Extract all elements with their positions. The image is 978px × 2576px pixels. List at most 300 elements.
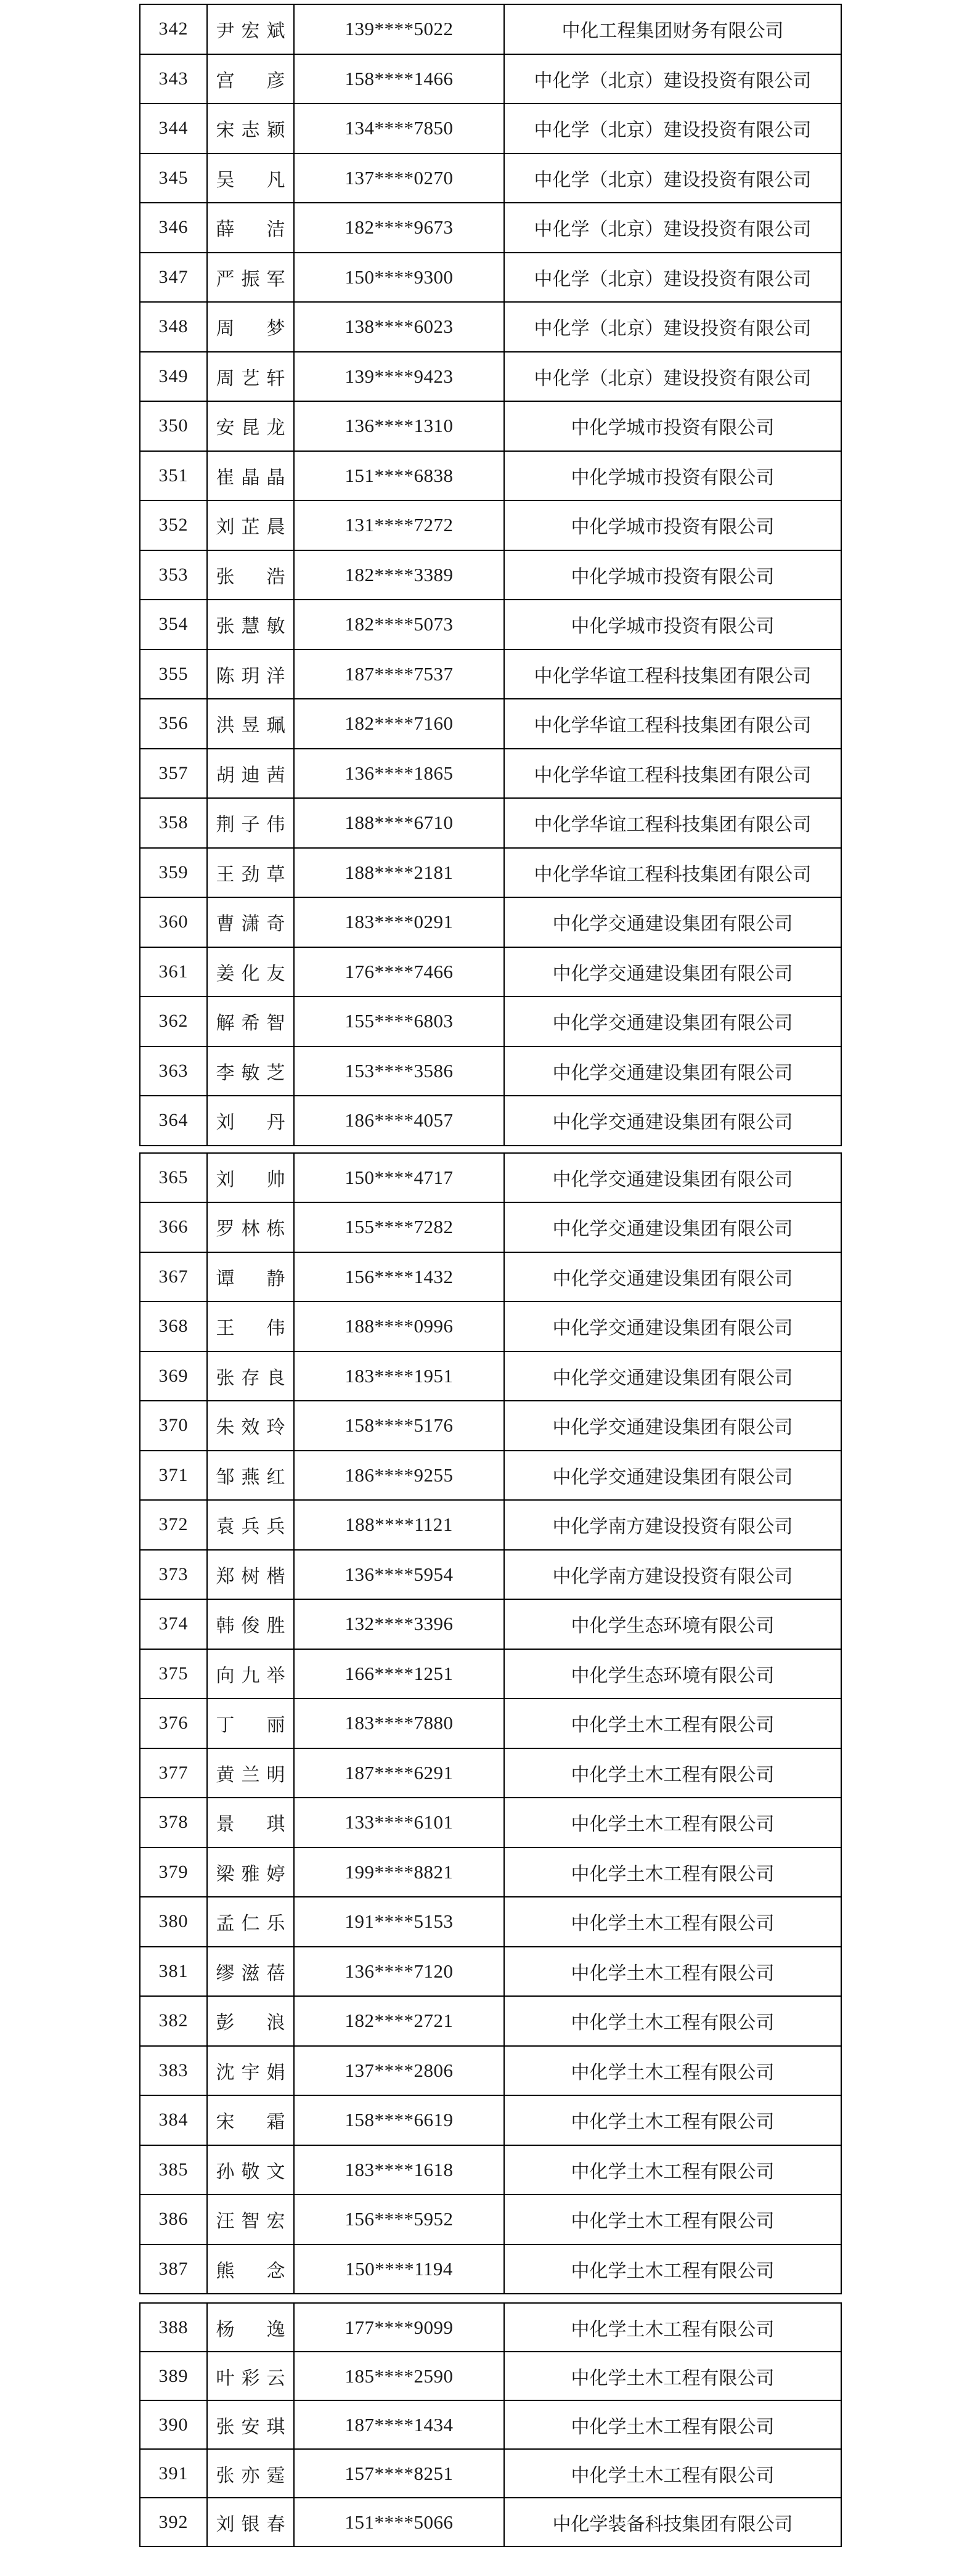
masked-phone: 166****1251 bbox=[344, 1662, 454, 1684]
person-name: 周艺轩 bbox=[216, 368, 285, 389]
row-index-cell bbox=[140, 1096, 207, 1146]
table-row bbox=[140, 500, 841, 550]
row-index: 343 bbox=[158, 68, 189, 89]
name-cell bbox=[207, 749, 294, 799]
name-cell bbox=[207, 1046, 294, 1096]
company-cell bbox=[504, 302, 841, 352]
person-name: 刘银春 bbox=[216, 2514, 285, 2535]
company-name: 中化学交通建设集团有限公司 bbox=[552, 1169, 793, 1190]
roster-tables bbox=[139, 4, 841, 2547]
company-cell bbox=[504, 1252, 841, 1302]
row-index: 368 bbox=[158, 1316, 189, 1337]
company-cell bbox=[504, 1649, 841, 1699]
row-index-cell bbox=[140, 650, 207, 699]
person-name: 刘帅 bbox=[216, 1169, 285, 1190]
row-index-cell bbox=[140, 2046, 207, 2096]
table-row bbox=[140, 2498, 841, 2546]
name-cell bbox=[207, 1996, 294, 2046]
row-index: 356 bbox=[158, 713, 189, 734]
company-name: 中化学土木工程有限公司 bbox=[571, 2319, 775, 2340]
masked-phone: 133****6101 bbox=[344, 1811, 454, 1833]
person-name: 宋霜 bbox=[216, 2112, 285, 2133]
masked-phone: 137****2806 bbox=[344, 2059, 454, 2081]
name-cell bbox=[207, 401, 294, 451]
phone-cell bbox=[294, 650, 504, 699]
phone-cell bbox=[294, 897, 504, 947]
name-cell bbox=[207, 1599, 294, 1649]
person-name: 陈玥洋 bbox=[216, 666, 285, 687]
company-cell bbox=[504, 352, 841, 402]
row-index-cell bbox=[140, 1153, 207, 1203]
row-index: 365 bbox=[158, 1167, 189, 1188]
phone-cell bbox=[294, 1401, 504, 1451]
row-index: 386 bbox=[158, 2209, 189, 2230]
person-name: 宋志颖 bbox=[216, 120, 285, 141]
row-index: 362 bbox=[158, 1011, 189, 1032]
row-index-cell bbox=[140, 1500, 207, 1550]
name-cell bbox=[207, 2400, 294, 2449]
company-name: 中化学土木工程有限公司 bbox=[571, 1914, 775, 1934]
masked-phone: 183****1618 bbox=[344, 2158, 454, 2180]
table-row bbox=[140, 2400, 841, 2449]
company-name: 中化学交通建设集团有限公司 bbox=[552, 1013, 793, 1034]
row-index: 371 bbox=[158, 1464, 189, 1485]
person-name: 叶彩云 bbox=[216, 2368, 285, 2389]
company-name: 中化学华谊工程科技集团有限公司 bbox=[534, 666, 812, 687]
row-index: 352 bbox=[158, 515, 189, 536]
company-name: 中化学土木工程有限公司 bbox=[571, 2013, 775, 2034]
company-cell bbox=[504, 848, 841, 898]
phone-cell bbox=[294, 1252, 504, 1302]
company-cell bbox=[504, 1500, 841, 1550]
masked-phone: 158****1466 bbox=[344, 67, 454, 89]
person-name: 荆子伟 bbox=[216, 815, 285, 836]
masked-phone: 182****2721 bbox=[344, 2010, 454, 2032]
phone-cell bbox=[294, 451, 504, 501]
row-index: 392 bbox=[158, 2511, 189, 2532]
masked-phone: 150****4717 bbox=[344, 1166, 454, 1188]
company-name: 中化学城市投资有限公司 bbox=[571, 517, 775, 538]
company-name: 中化学交通建设集团有限公司 bbox=[552, 1112, 793, 1133]
phone-cell bbox=[294, 2244, 504, 2294]
phone-cell bbox=[294, 2352, 504, 2400]
name-cell bbox=[207, 1550, 294, 1600]
company-cell bbox=[504, 997, 841, 1046]
phone-cell bbox=[294, 302, 504, 352]
person-name: 安昆龙 bbox=[216, 418, 285, 439]
row-index-cell bbox=[140, 1897, 207, 1947]
table-row bbox=[140, 1649, 841, 1699]
company-cell bbox=[504, 1550, 841, 1600]
phone-cell bbox=[294, 1897, 504, 1947]
masked-phone: 186****9255 bbox=[344, 1464, 454, 1486]
table-row bbox=[140, 1153, 841, 1203]
roster-rows-page-3 bbox=[140, 2303, 841, 2546]
phone-cell bbox=[294, 1046, 504, 1096]
row-index-cell bbox=[140, 997, 207, 1046]
company-name: 中化学土木工程有限公司 bbox=[571, 1963, 775, 1984]
company-cell bbox=[504, 798, 841, 848]
phone-cell bbox=[294, 2195, 504, 2244]
row-index: 353 bbox=[158, 564, 189, 585]
company-cell bbox=[504, 104, 841, 153]
company-name: 中化学土木工程有限公司 bbox=[571, 2161, 775, 2182]
phone-cell bbox=[294, 1202, 504, 1252]
company-cell bbox=[504, 2449, 841, 2498]
table-row bbox=[140, 4, 841, 54]
table-row bbox=[140, 451, 841, 501]
name-cell bbox=[207, 302, 294, 352]
company-name: 中化学土木工程有限公司 bbox=[571, 1864, 775, 1885]
company-name: 中化学南方建设投资有限公司 bbox=[552, 1566, 793, 1587]
phone-cell bbox=[294, 401, 504, 451]
row-index-cell bbox=[140, 104, 207, 153]
row-index-cell bbox=[140, 1451, 207, 1501]
masked-phone: 187****1434 bbox=[344, 2413, 454, 2435]
row-index-cell bbox=[140, 2449, 207, 2498]
row-index: 385 bbox=[158, 2159, 189, 2180]
person-name: 解希智 bbox=[216, 1013, 285, 1034]
table-row bbox=[140, 650, 841, 699]
person-name: 吴凡 bbox=[216, 169, 285, 190]
masked-phone: 151****6838 bbox=[344, 464, 454, 486]
company-cell bbox=[504, 1947, 841, 1997]
phone-cell bbox=[294, 2498, 504, 2546]
name-cell bbox=[207, 1096, 294, 1146]
table-row bbox=[140, 1500, 841, 1550]
table-row bbox=[140, 54, 841, 104]
name-cell bbox=[207, 54, 294, 104]
person-name: 汪智宏 bbox=[216, 2211, 285, 2232]
company-cell bbox=[504, 1153, 841, 1203]
table-row bbox=[140, 1401, 841, 1451]
masked-phone: 176****7466 bbox=[344, 960, 454, 982]
phone-cell bbox=[294, 1947, 504, 1997]
row-index: 359 bbox=[158, 862, 189, 882]
name-cell bbox=[207, 947, 294, 997]
row-index-cell bbox=[140, 203, 207, 253]
row-index: 366 bbox=[158, 1217, 189, 1237]
table-row bbox=[140, 1550, 841, 1600]
masked-phone: 191****5153 bbox=[344, 1910, 454, 1933]
company-cell bbox=[504, 2195, 841, 2244]
company-name: 中化学交通建设集团有限公司 bbox=[552, 1062, 793, 1083]
row-index: 351 bbox=[158, 465, 189, 486]
row-index-cell bbox=[140, 451, 207, 501]
name-cell bbox=[207, 798, 294, 848]
company-cell bbox=[504, 1351, 841, 1401]
masked-phone: 131****7272 bbox=[344, 514, 454, 536]
row-index-cell bbox=[140, 1401, 207, 1451]
name-cell bbox=[207, 2195, 294, 2244]
row-index: 347 bbox=[158, 266, 189, 287]
phone-cell bbox=[294, 4, 504, 54]
row-index: 381 bbox=[158, 1960, 189, 1981]
name-cell bbox=[207, 600, 294, 650]
person-name: 黄兰明 bbox=[216, 1764, 285, 1785]
company-cell bbox=[504, 54, 841, 104]
person-name: 孙敬文 bbox=[216, 2161, 285, 2182]
phone-cell bbox=[294, 1748, 504, 1798]
phone-cell bbox=[294, 1550, 504, 1600]
row-index-cell bbox=[140, 1351, 207, 1401]
phone-cell bbox=[294, 699, 504, 749]
company-name: 中化学土木工程有限公司 bbox=[571, 2416, 775, 2437]
table-row bbox=[140, 947, 841, 997]
row-index: 355 bbox=[158, 663, 189, 684]
name-cell bbox=[207, 1649, 294, 1699]
company-cell bbox=[504, 253, 841, 303]
table-row bbox=[140, 600, 841, 650]
company-cell bbox=[504, 699, 841, 749]
row-index: 384 bbox=[158, 2109, 189, 2130]
company-cell bbox=[504, 1451, 841, 1501]
row-index-cell bbox=[140, 550, 207, 600]
table-row bbox=[140, 104, 841, 153]
company-cell bbox=[504, 2145, 841, 2195]
masked-phone: 199****8821 bbox=[344, 1861, 454, 1883]
person-name: 杨逸 bbox=[216, 2319, 285, 2340]
row-index: 354 bbox=[158, 614, 189, 635]
name-cell bbox=[207, 2352, 294, 2400]
table-row bbox=[140, 2449, 841, 2498]
person-name: 丁丽 bbox=[216, 1715, 285, 1736]
phone-cell bbox=[294, 1500, 504, 1550]
name-cell bbox=[207, 897, 294, 947]
row-index: 378 bbox=[158, 1812, 189, 1833]
table-row bbox=[140, 1046, 841, 1096]
row-index-cell bbox=[140, 2145, 207, 2195]
masked-phone: 182****9673 bbox=[344, 216, 454, 238]
table-row bbox=[140, 1096, 841, 1146]
row-index: 383 bbox=[158, 2060, 189, 2081]
company-cell bbox=[504, 2046, 841, 2096]
table-row bbox=[140, 1351, 841, 1401]
company-cell bbox=[504, 1096, 841, 1146]
company-cell bbox=[504, 451, 841, 501]
table-row bbox=[140, 1947, 841, 1997]
row-index-cell bbox=[140, 1046, 207, 1096]
table-row bbox=[140, 2145, 841, 2195]
table-row bbox=[140, 1451, 841, 1501]
row-index-cell bbox=[140, 848, 207, 898]
name-cell bbox=[207, 1202, 294, 1252]
masked-phone: 139****9423 bbox=[344, 365, 454, 387]
company-name: 中化学华谊工程科技集团有限公司 bbox=[534, 715, 812, 736]
row-index-cell bbox=[140, 1996, 207, 2046]
masked-phone: 183****0291 bbox=[344, 911, 454, 933]
company-name: 中化学（北京）建设投资有限公司 bbox=[534, 219, 812, 240]
masked-phone: 157****8251 bbox=[344, 2462, 454, 2484]
masked-phone: 150****9300 bbox=[344, 266, 454, 288]
person-name: 邹燕红 bbox=[216, 1467, 285, 1488]
name-cell bbox=[207, 997, 294, 1046]
row-index-cell bbox=[140, 1798, 207, 1848]
name-cell bbox=[207, 650, 294, 699]
roster-table-page-3 bbox=[139, 2302, 842, 2547]
row-index: 391 bbox=[158, 2463, 189, 2484]
name-cell bbox=[207, 1798, 294, 1848]
row-index-cell bbox=[140, 54, 207, 104]
name-cell bbox=[207, 253, 294, 303]
table-row bbox=[140, 848, 841, 898]
company-cell bbox=[504, 600, 841, 650]
row-index-cell bbox=[140, 897, 207, 947]
masked-phone: 188****1121 bbox=[345, 1514, 453, 1536]
row-index-cell bbox=[140, 253, 207, 303]
phone-cell bbox=[294, 2303, 504, 2352]
company-cell bbox=[504, 1401, 841, 1451]
table-row bbox=[140, 203, 841, 253]
row-index-cell bbox=[140, 401, 207, 451]
row-index: 382 bbox=[158, 2010, 189, 2031]
name-cell bbox=[207, 1302, 294, 1351]
person-name: 梁雅婷 bbox=[216, 1864, 285, 1885]
phone-cell bbox=[294, 848, 504, 898]
company-name: 中化学交通建设集团有限公司 bbox=[552, 1467, 793, 1488]
table-row bbox=[140, 302, 841, 352]
company-cell bbox=[504, 2244, 841, 2294]
company-name: 中化学城市投资有限公司 bbox=[571, 616, 775, 637]
masked-phone: 187****6291 bbox=[344, 1761, 454, 1783]
row-index: 370 bbox=[158, 1415, 189, 1436]
person-name: 景琪 bbox=[216, 1814, 285, 1835]
phone-cell bbox=[294, 1848, 504, 1897]
person-name: 向九举 bbox=[216, 1665, 285, 1686]
company-name: 中化学土木工程有限公司 bbox=[571, 2368, 775, 2389]
masked-phone: 186****4057 bbox=[344, 1109, 454, 1131]
row-index-cell bbox=[140, 1947, 207, 1997]
person-name: 张安琪 bbox=[216, 2416, 285, 2437]
name-cell bbox=[207, 451, 294, 501]
name-cell bbox=[207, 153, 294, 203]
table-row bbox=[140, 2046, 841, 2096]
company-cell bbox=[504, 1748, 841, 1798]
name-cell bbox=[207, 1748, 294, 1798]
table-row bbox=[140, 550, 841, 600]
company-cell bbox=[504, 203, 841, 253]
person-name: 彭浪 bbox=[216, 2013, 285, 2034]
row-index: 374 bbox=[158, 1613, 189, 1634]
phone-cell bbox=[294, 54, 504, 104]
company-cell bbox=[504, 947, 841, 997]
person-name: 谭静 bbox=[216, 1268, 285, 1289]
name-cell bbox=[207, 500, 294, 550]
masked-phone: 136****7120 bbox=[344, 1960, 454, 1982]
company-name: 中化学华谊工程科技集团有限公司 bbox=[534, 765, 812, 786]
person-name: 王伟 bbox=[216, 1318, 285, 1339]
row-index: 389 bbox=[158, 2365, 189, 2386]
company-cell bbox=[504, 2095, 841, 2145]
person-name: 朱效玲 bbox=[216, 1417, 285, 1438]
row-index-cell bbox=[140, 1202, 207, 1252]
person-name: 王劲草 bbox=[216, 864, 285, 885]
phone-cell bbox=[294, 1451, 504, 1501]
company-name: 中化学南方建设投资有限公司 bbox=[552, 1517, 793, 1538]
phone-cell bbox=[294, 203, 504, 253]
masked-phone: 187****7537 bbox=[344, 662, 454, 685]
name-cell bbox=[207, 1351, 294, 1401]
phone-cell bbox=[294, 1996, 504, 2046]
row-index-cell bbox=[140, 1599, 207, 1649]
row-index: 387 bbox=[158, 2258, 189, 2279]
masked-phone: 153****3586 bbox=[344, 1059, 454, 1082]
row-index: 358 bbox=[158, 812, 189, 833]
company-cell bbox=[504, 749, 841, 799]
row-index: 348 bbox=[158, 316, 189, 337]
company-name: 中化学土木工程有限公司 bbox=[571, 2260, 775, 2281]
row-index-cell bbox=[140, 1302, 207, 1351]
company-name: 中化学土木工程有限公司 bbox=[571, 2062, 775, 2083]
masked-phone: 156****1432 bbox=[344, 1265, 454, 1287]
person-name: 张亦霆 bbox=[216, 2465, 285, 2486]
name-cell bbox=[207, 1848, 294, 1897]
company-cell bbox=[504, 650, 841, 699]
person-name: 刘芷晨 bbox=[216, 517, 285, 538]
company-cell bbox=[504, 1202, 841, 1252]
person-name: 张浩 bbox=[216, 566, 285, 587]
row-index: 357 bbox=[158, 762, 189, 783]
company-name: 中化学装备科技集团有限公司 bbox=[552, 2514, 793, 2535]
table-row bbox=[140, 1698, 841, 1748]
row-index-cell bbox=[140, 1550, 207, 1600]
name-cell bbox=[207, 203, 294, 253]
table-row bbox=[140, 1996, 841, 2046]
person-name: 张慧敏 bbox=[216, 616, 285, 637]
masked-phone: 188****6710 bbox=[344, 812, 454, 834]
row-index: 345 bbox=[158, 167, 189, 188]
row-index-cell bbox=[140, 699, 207, 749]
roster-rows-page-2 bbox=[140, 1153, 841, 2294]
masked-phone: 132****3396 bbox=[344, 1613, 454, 1635]
row-index: 379 bbox=[158, 1861, 189, 1882]
row-index: 367 bbox=[158, 1266, 189, 1287]
table-row bbox=[140, 1897, 841, 1947]
company-name: 中化学城市投资有限公司 bbox=[571, 566, 775, 587]
masked-phone: 155****6803 bbox=[344, 1010, 454, 1032]
row-index-cell bbox=[140, 2244, 207, 2294]
row-index: 346 bbox=[158, 217, 189, 238]
name-cell bbox=[207, 1500, 294, 1550]
name-cell bbox=[207, 1153, 294, 1203]
table-row bbox=[140, 1252, 841, 1302]
masked-phone: 183****1951 bbox=[344, 1364, 454, 1387]
person-name: 宫彦 bbox=[216, 70, 285, 91]
name-cell bbox=[207, 2449, 294, 2498]
phone-cell bbox=[294, 550, 504, 600]
row-index-cell bbox=[140, 600, 207, 650]
name-cell bbox=[207, 1947, 294, 1997]
company-cell bbox=[504, 1302, 841, 1351]
name-cell bbox=[207, 1698, 294, 1748]
masked-phone: 158****6619 bbox=[344, 2109, 454, 2131]
person-name: 孟仁乐 bbox=[216, 1914, 285, 1934]
phone-cell bbox=[294, 1649, 504, 1699]
masked-phone: 182****7160 bbox=[344, 712, 454, 735]
row-index: 372 bbox=[158, 1514, 189, 1535]
phone-cell bbox=[294, 2095, 504, 2145]
person-name: 罗林栋 bbox=[216, 1219, 285, 1240]
name-cell bbox=[207, 2046, 294, 2096]
table-row bbox=[140, 1798, 841, 1848]
masked-phone: 136****5954 bbox=[344, 1563, 454, 1585]
person-name: 周梦 bbox=[216, 319, 285, 340]
name-cell bbox=[207, 104, 294, 153]
name-cell bbox=[207, 2095, 294, 2145]
name-cell bbox=[207, 1252, 294, 1302]
company-name: 中化学（北京）建设投资有限公司 bbox=[534, 120, 812, 141]
row-index-cell bbox=[140, 153, 207, 203]
